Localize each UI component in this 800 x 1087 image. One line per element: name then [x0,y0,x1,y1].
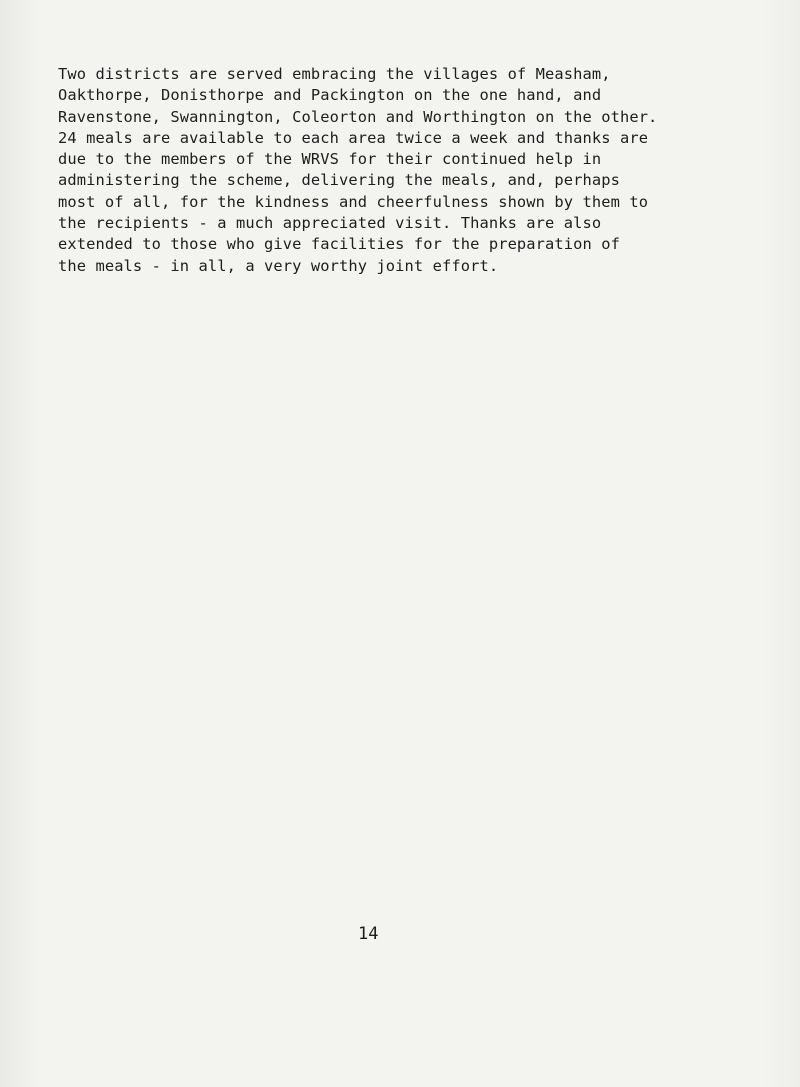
paragraph-line: 24 meals are available to each area twice a week and thanks are [58,128,649,147]
paragraph-line: Oakthorpe, Donisthorpe and Packington on the one hand, and [58,86,602,105]
paragraph-line: the recipients - a much appreciated visit. Thanks are also [58,214,602,233]
paragraph-line: Ravenstone, Swannington, Coleorton and Worthington on the other. [58,107,658,126]
body-paragraph [58,64,758,277]
paragraph-line: due to the members of the WRVS for their continued help in [58,150,602,169]
paragraph-line: the meals - in all, a very worthy joint effort. [58,256,499,275]
paragraph-line: extended to those who give facilities for the preparation of [58,235,620,254]
page-number: 14 [358,924,379,944]
paragraph-line: Two districts are served embracing the villages of Measham, [58,65,611,83]
paragraph-line: most of all, for the kindness and cheerfulness shown by them to [58,192,649,211]
paragraph-line: administering the scheme, delivering the meals, and, perhaps [58,171,620,190]
